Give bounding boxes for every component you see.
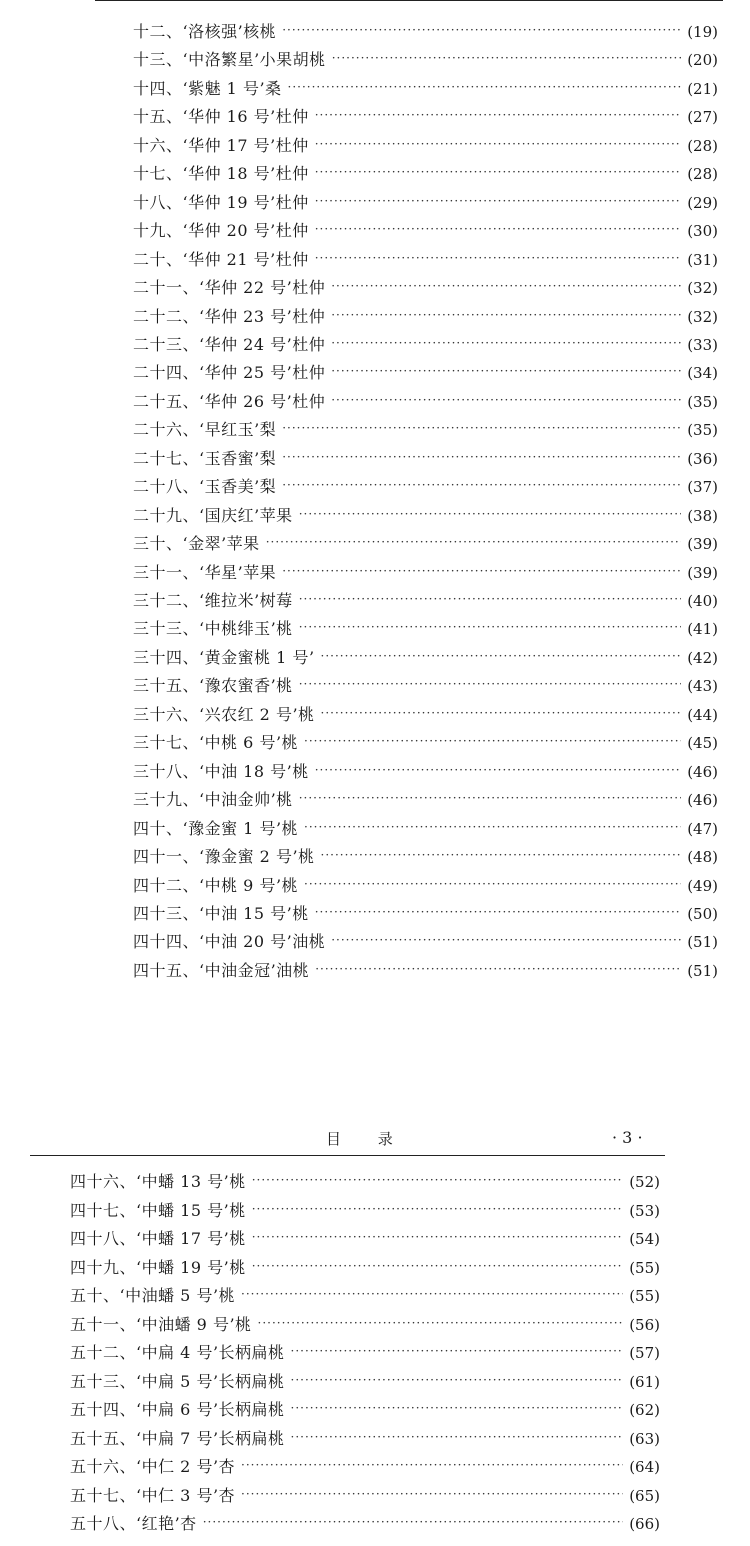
toc-entry-page: (52) (629, 1173, 660, 1191)
toc-dot-leader (299, 670, 682, 699)
toc-dot-leader (315, 756, 681, 785)
toc-entry (70, 1482, 660, 1511)
toc-entry-title: 三十、‘金翠’苹果 (133, 534, 260, 554)
toc-entry-page: (33) (687, 335, 718, 354)
toc-entry-title: 三十六、‘兴农红 2 号’桃 (133, 704, 315, 724)
toc-entry-title: 二十六、‘早红玉’梨 (133, 420, 277, 440)
toc-dot-leader (315, 898, 681, 927)
toc-dot-leader (282, 414, 681, 443)
toc-dot-leader (258, 1309, 624, 1338)
toc-dot-leader (315, 101, 681, 130)
toc-dot-leader (282, 557, 681, 586)
toc-entry-page: (49) (687, 876, 718, 895)
toc-entry-title: 二十三、‘华仲 24 号’杜仲 (133, 334, 326, 354)
toc-entry-page: (35) (687, 421, 718, 440)
toc-entry (133, 274, 718, 303)
toc-entry (133, 786, 718, 815)
toc-dot-leader (315, 158, 681, 187)
toc-dot-leader (252, 1195, 623, 1224)
toc-entry-title: 五十八、‘红艳’杏 (70, 1514, 197, 1533)
toc-entry-page: (61) (629, 1372, 660, 1391)
toc-entry (133, 502, 718, 531)
toc-entry-title: 四十五、‘中油金冠’油桃 (133, 960, 310, 980)
toc-entry (70, 1510, 660, 1539)
toc-entry-title: 三十九、‘中油金帅’桃 (133, 790, 293, 810)
toc-entry-page: (56) (629, 1315, 660, 1334)
toc-entry-title: 二十、‘华仲 21 号’杜仲 (133, 249, 309, 269)
toc-entry-title: 五十四、‘中扁 6 号’长柄扁桃 (70, 1400, 285, 1419)
toc-entry-page: (32) (687, 307, 718, 326)
toc-entry (133, 758, 718, 787)
toc-dot-leader (331, 301, 681, 330)
toc-entry (70, 1368, 660, 1397)
toc-entry-title: 四十四、‘中油 20 号’油桃 (133, 932, 326, 952)
toc-dot-leader (288, 73, 682, 102)
toc-entry-title: 四十、‘豫金蜜 1 号’桃 (133, 818, 299, 838)
toc-entry-title: 十六、‘华仲 17 号’杜仲 (133, 135, 309, 155)
toc-entry-page: (39) (687, 535, 718, 554)
toc-entry-title: 二十一、‘华仲 22 号’杜仲 (133, 278, 326, 298)
header-rule (30, 1155, 665, 1156)
toc-entry (133, 701, 718, 730)
toc-entry-page: (63) (629, 1429, 660, 1448)
toc-entry (133, 416, 718, 445)
toc-entry (70, 1339, 660, 1368)
toc-entry-page: (29) (687, 193, 718, 212)
toc-entry (133, 644, 718, 673)
toc-dot-leader (331, 926, 681, 955)
toc-entry-title: 四十八、‘中蟠 17 号’桃 (70, 1229, 246, 1248)
toc-entry (133, 18, 718, 47)
toc-entry (133, 815, 718, 844)
toc-entry-title: 十九、‘华仲 20 号’杜仲 (133, 221, 309, 241)
toc-dot-leader (291, 1337, 624, 1366)
toc-entry (70, 1168, 660, 1197)
toc-entry (70, 1311, 660, 1340)
toc-entry-title: 二十四、‘华仲 25 号’杜仲 (133, 363, 326, 383)
toc-entry-title: 五十六、‘中仁 2 号’杏 (70, 1457, 236, 1476)
toc-entry-title: 十八、‘华仲 19 号’杜仲 (133, 192, 309, 212)
toc-entry-page: (42) (687, 648, 718, 667)
toc-entry-title: 二十五、‘华仲 26 号’杜仲 (133, 391, 326, 411)
toc-entry-title: 三十五、‘豫农蜜香’桃 (133, 676, 293, 696)
toc-entry (133, 160, 718, 189)
toc-entry (133, 46, 718, 75)
toc-entry (133, 615, 718, 644)
toc-entry-page: (31) (687, 250, 718, 269)
toc-entry-page: (48) (687, 848, 718, 867)
toc-entry-title: 四十六、‘中蟠 13 号’桃 (70, 1172, 246, 1191)
toc-entry (133, 331, 718, 360)
toc-entry (133, 388, 718, 417)
toc-dot-leader (332, 44, 682, 73)
toc-entry-page: (21) (687, 79, 718, 98)
toc-entry (70, 1197, 660, 1226)
toc-entry-title: 五十七、‘中仁 3 号’杏 (70, 1485, 236, 1505)
toc-entry-page: (19) (687, 23, 718, 41)
toc-dot-leader (321, 642, 682, 671)
toc-entry-page: (55) (629, 1287, 660, 1305)
toc-dot-leader (315, 955, 681, 984)
toc-dot-leader (304, 870, 681, 899)
toc-entry (133, 189, 718, 218)
toc-entry (133, 672, 718, 701)
toc-entry (133, 559, 718, 588)
toc-entry-title: 十三、‘中洛繁星’小果胡桃 (133, 50, 326, 70)
toc-entry (70, 1453, 660, 1482)
toc-entry-page: (57) (629, 1344, 660, 1362)
toc-entry (133, 872, 718, 901)
toc-dot-leader (321, 841, 682, 870)
running-head (0, 1124, 750, 1152)
toc-entry-page: (55) (629, 1258, 660, 1277)
toc-dot-leader (252, 1252, 623, 1281)
toc-dot-leader (266, 528, 682, 557)
toc-entry (133, 132, 718, 161)
toc-entry-page: (28) (687, 165, 718, 184)
toc-entry (133, 843, 718, 872)
toc-dot-leader (331, 272, 681, 301)
toc-entry-page: (43) (687, 677, 718, 696)
toc-entry-page: (51) (687, 961, 718, 980)
toc-dot-leader (299, 613, 682, 642)
toc-entry-page: (44) (687, 705, 718, 724)
toc-entry-page: (36) (687, 449, 718, 468)
toc-entry-title: 三十八、‘中油 18 号’桃 (133, 761, 309, 781)
toc-entry-title: 十二、‘洛核强’核桃 (133, 22, 277, 41)
toc-entry-page: (39) (687, 563, 718, 582)
toc-entry-page: (65) (629, 1486, 660, 1505)
toc-entry-title: 三十四、‘黄金蜜桃 1 号’ (133, 647, 315, 667)
toc-entry-page: (37) (687, 478, 718, 497)
toc-entry-title: 三十一、‘华星’苹果 (133, 562, 277, 582)
toc-dot-leader (291, 1423, 624, 1452)
toc-dot-leader (321, 699, 682, 728)
toc-dot-leader (315, 187, 681, 216)
toc-entry-title: 五十二、‘中扁 4 号’长柄扁桃 (70, 1343, 285, 1362)
toc-entry-page: (40) (687, 592, 718, 610)
toc-entry (133, 217, 718, 246)
toc-entry-page: (30) (687, 222, 718, 241)
toc-dot-leader (282, 16, 681, 45)
toc-dot-leader (241, 1480, 623, 1509)
toc-dot-leader (331, 329, 681, 358)
toc-entry (133, 729, 718, 758)
toc-entry-page: (47) (687, 819, 718, 838)
toc-entry-page: (20) (687, 51, 718, 70)
toc-entry (133, 530, 718, 559)
toc-dot-leader (315, 130, 681, 159)
running-head-title: 目 录 (326, 1130, 409, 1148)
toc-dot-leader (241, 1451, 623, 1480)
toc-entry-page: (62) (629, 1401, 660, 1419)
toc-entry-page: (28) (687, 136, 718, 155)
toc-entry (133, 928, 718, 957)
toc-entry-title: 二十八、‘玉香美’梨 (133, 477, 277, 497)
toc-entry (133, 445, 718, 474)
toc-dot-leader (304, 813, 681, 842)
toc-dot-leader (331, 357, 681, 386)
toc-entry (133, 75, 718, 104)
toc-dot-leader (252, 1223, 623, 1252)
toc-entry-page: (46) (687, 791, 718, 810)
toc-entry (70, 1282, 660, 1311)
toc-dot-leader (299, 585, 682, 614)
toc-entry-page: (45) (687, 734, 718, 753)
toc-entry-title: 三十三、‘中桃绯玉’桃 (133, 619, 293, 639)
toc-entry (70, 1225, 660, 1254)
toc-entry-page: (38) (687, 506, 718, 525)
toc-entry-page: (41) (687, 620, 718, 639)
toc-dot-leader (282, 443, 681, 472)
toc-entry-page: (34) (687, 364, 718, 383)
toc-entry-title: 四十二、‘中桃 9 号’桃 (133, 875, 299, 895)
toc-entry-title: 二十九、‘国庆红’苹果 (133, 505, 293, 525)
toc-entry (133, 103, 718, 132)
toc-entry (133, 473, 718, 502)
toc-entry-title: 五十一、‘中油蟠 9 号’桃 (70, 1314, 252, 1334)
toc-dot-leader (315, 244, 681, 273)
toc-dot-leader (331, 386, 681, 415)
toc-dot-leader (299, 500, 682, 529)
toc-entry-title: 十七、‘华仲 18 号’杜仲 (133, 164, 309, 184)
top-rule (95, 0, 723, 1)
toc-entry-page: (46) (687, 762, 718, 781)
toc-entry (133, 957, 718, 986)
toc-dot-leader (252, 1166, 623, 1195)
toc-entry-title: 四十九、‘中蟠 19 号’桃 (70, 1257, 246, 1277)
toc-entry-page: (32) (687, 279, 718, 298)
toc-entry-page: (35) (687, 392, 718, 411)
toc-entry (133, 359, 718, 388)
toc-entry-title: 十四、‘紫魅 1 号’桑 (133, 78, 282, 98)
toc-dot-leader (291, 1366, 624, 1395)
toc-dot-leader (282, 471, 681, 500)
toc-entry-title: 四十三、‘中油 15 号’桃 (133, 903, 309, 923)
toc-entry-page: (54) (629, 1230, 660, 1248)
toc-entry-title: 四十一、‘豫金蜜 2 号’桃 (133, 847, 315, 867)
toc-entry-title: 五十、‘中油蟠 5 号’桃 (70, 1286, 236, 1305)
toc-entry-page: (53) (629, 1201, 660, 1220)
toc-entry-title: 五十三、‘中扁 5 号’长柄扁桃 (70, 1371, 285, 1391)
toc-dot-leader (299, 784, 682, 813)
toc-entry-title: 三十七、‘中桃 6 号’桃 (133, 733, 299, 753)
toc-entry-page: (51) (687, 933, 718, 952)
toc-entry (133, 246, 718, 275)
running-head-page-number: · 3 · (612, 1128, 643, 1147)
toc-entry-page: (66) (629, 1515, 660, 1533)
toc-dot-leader (304, 727, 681, 756)
toc-dot-leader (241, 1280, 623, 1309)
toc-dot-leader (203, 1508, 624, 1537)
toc-dot-leader (315, 215, 681, 244)
toc-entry-title: 二十二、‘华仲 23 号’杜仲 (133, 306, 326, 326)
toc-entry (133, 587, 718, 616)
toc-entry-title: 三十二、‘维拉米’树莓 (133, 591, 293, 610)
toc-entry-title: 五十五、‘中扁 7 号’长柄扁桃 (70, 1428, 285, 1448)
toc-entry-page: (50) (687, 904, 718, 923)
toc-entry-title: 四十七、‘中蟠 15 号’桃 (70, 1200, 246, 1220)
toc-entry-title: 二十七、‘玉香蜜’梨 (133, 448, 277, 468)
toc-entry (133, 900, 718, 929)
toc-entry-page: (27) (687, 108, 718, 127)
toc-entry-title: 十五、‘华仲 16 号’杜仲 (133, 107, 309, 127)
toc-entry (70, 1254, 660, 1283)
toc-dot-leader (291, 1394, 624, 1423)
toc-entry-page: (64) (629, 1458, 660, 1476)
toc-entry (133, 303, 718, 332)
toc-entry (70, 1396, 660, 1425)
toc-entry (70, 1425, 660, 1454)
